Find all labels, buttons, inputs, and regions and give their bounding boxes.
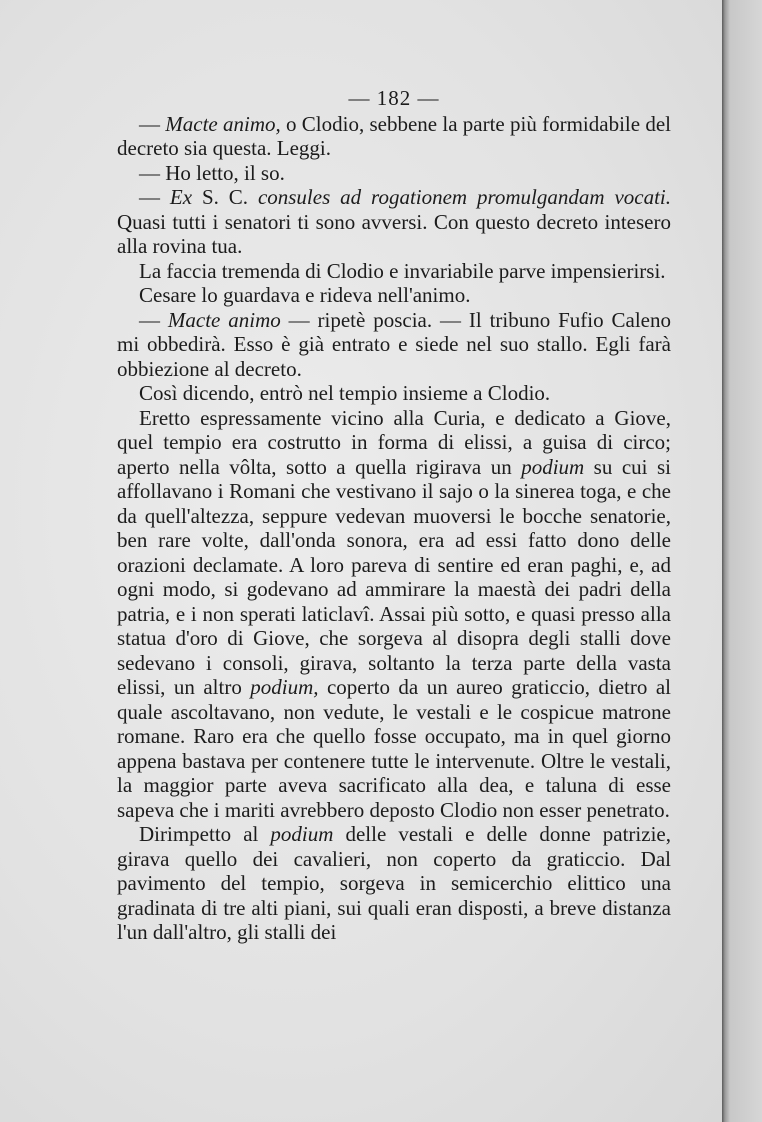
text-run: su cui si affollavano i Romani che vestivano il sajo o la sinerea toga, e che da quell'altezza, seppure vedevan muoversi le bocche senatorie, ben rare volte, dall'onda sonora, era ad essi fatto dono delle orazioni declamate. A loro pareva di sentire ed eran paghi, e, ad ogni modo, si godevano ad ammirare la maestà dei padri della patria, e i non sperati laticlavî. Assai più sotto, e quasi presso alla statua d'oro di Giove, che sorgeva al disopra degli stalli dove sedevano i consoli, girava, soltanto la terza parte della vasta elissi, un altro	[117, 454, 671, 699]
paragraph	[117, 161, 671, 186]
italic-run: Ex	[169, 185, 193, 209]
paragraph	[117, 308, 671, 382]
text-run: Quasi tutti i senatori ti sono avversi. Con questo decreto intesero alla rovina tua.	[117, 209, 671, 258]
italic-run: Macte animo	[167, 307, 281, 332]
page-text	[117, 86, 671, 945]
italic-run: podium,	[250, 675, 319, 699]
paragraph	[117, 381, 671, 406]
text-run: — ripetè poscia. — Il tribuno Fufio Caleno mi obbedirà. Esso è già entrato e siede nel suo stallo. Egli farà obbiezione al decreto.	[117, 307, 671, 381]
text-run: La faccia tremenda di Clodio e invariabile parve impensierirsi.	[139, 258, 666, 283]
paragraph	[117, 822, 671, 945]
text-run: —	[139, 185, 170, 209]
paragraph	[117, 283, 671, 308]
text-run: o Clodio, sebbene la parte più formidabile del decreto sia questa. Leggi.	[117, 111, 671, 160]
text-run: Così dicendo, entrò nel tempio insieme a Clodio.	[139, 381, 551, 405]
text-run: Dirimpetto al	[139, 822, 271, 846]
italic-run: Macte animo,	[165, 111, 281, 136]
paragraph	[117, 112, 671, 161]
text-run: Eretto espressamente vicino alla Curia, e dedicato a Giove, quel tempio era costrutto in forma di elissi, a guisa di circo; aperto nella vôlta, sotto a quella rigirava un	[117, 405, 671, 479]
text-run: S. C.	[192, 185, 258, 209]
body-text	[117, 112, 671, 945]
paragraph	[117, 406, 671, 823]
italic-run: podium	[270, 822, 334, 846]
text-run: — Ho letto, il so.	[139, 160, 285, 185]
page-gutter-shadow	[722, 0, 762, 1122]
italic-run: consules ad rogationem promulgandam vocati.	[257, 185, 672, 209]
text-run: coperto da un aureo graticcio, dietro al quale ascoltavano, non vedute, le vestali e le cospicue matrone romane. Raro era che quello fosse occupato, ma in quel giorno appena bastava per contenere tutte le intervenute. Oltre le vestali, la maggior parte aveva sacrificato alla dea, e taluna di esse sapeva che i mariti avrebbero deposto Clodio non esser penetrato.	[117, 675, 671, 822]
page-number: — 182 —	[348, 86, 440, 110]
text-run: —	[139, 111, 166, 136]
paragraph	[117, 259, 671, 284]
text-run: —	[139, 307, 168, 332]
paragraph	[117, 185, 671, 259]
text-run: delle vestali e delle donne patrizie, girava quello dei cavalieri, non coperto da graticcio. Dal pavimento del tempio, sorgeva in semicerchio elittico una gradinata di tre alti piani, sui quali eran disposti, a breve distanza l'un dall'altro, gli stalli dei	[117, 822, 671, 944]
italic-run: podium	[521, 454, 585, 479]
text-run: Cesare lo guardava e rideva nell'animo.	[139, 283, 471, 307]
